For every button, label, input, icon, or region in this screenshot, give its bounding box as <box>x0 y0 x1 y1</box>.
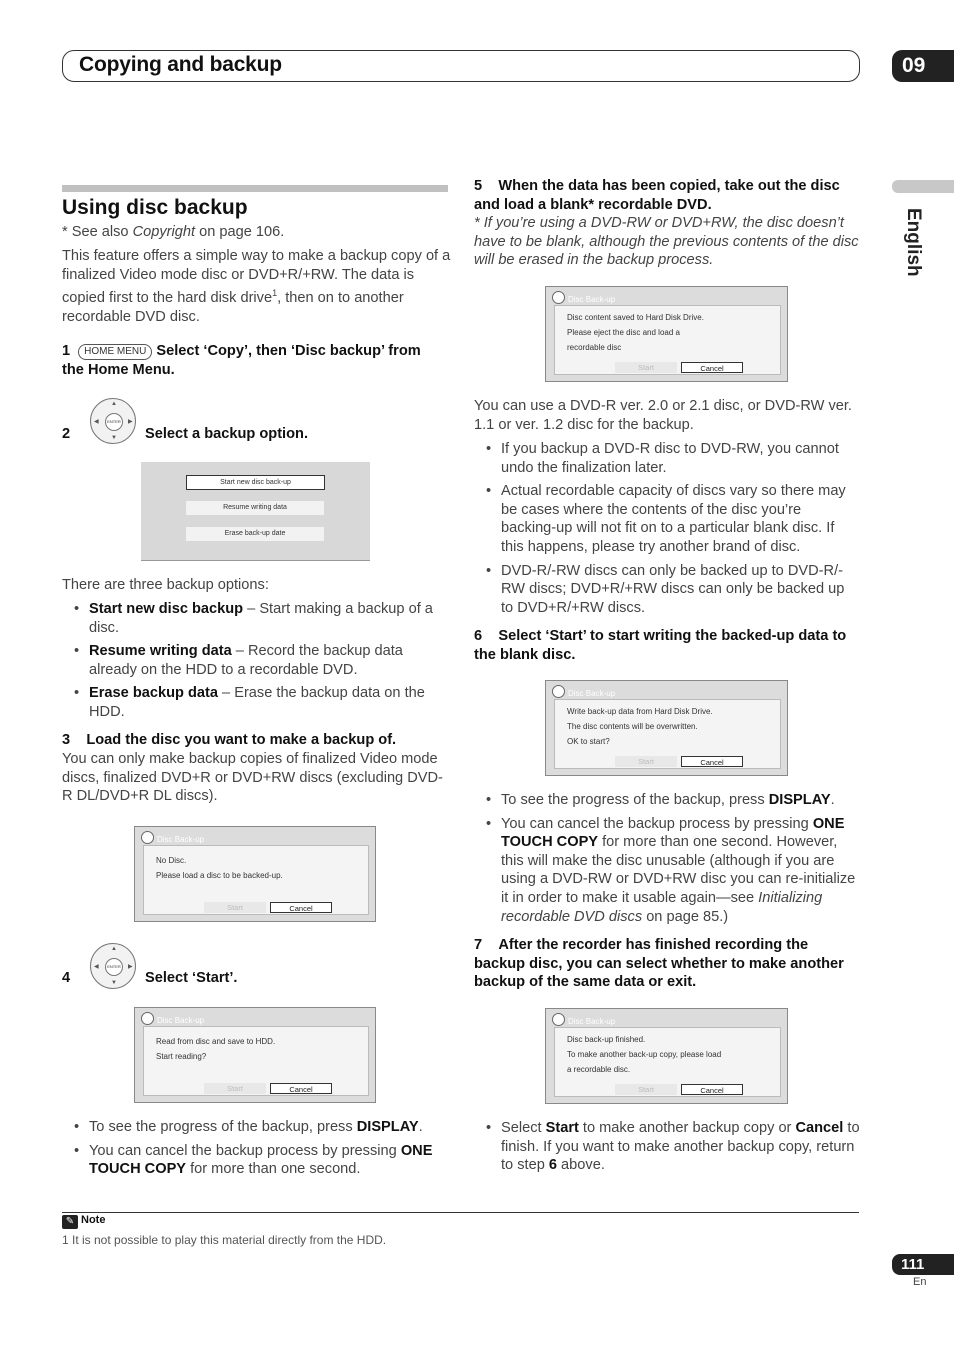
chapter-title: Copying and backup <box>79 53 282 76</box>
disc-icon <box>552 685 565 698</box>
list-item: • Start new disc backup – Start making a backup of a disc. <box>74 600 450 637</box>
intro-paragraph: This feature offers a simple way to make a backup copy of a finalized Video mode disc or DVD+R/+RW. The data is copied first to the hard disk drive$^1$, then on to another recordable DVD disc. <box>62 248 451 325</box>
list-item: • You can cancel the backup process by pressing ONE TOUCH COPY for more than one second. However, this will make the disc unusable (although if you are using a DVD-RW or DVD+RW disc you can re-initialize it in order to make it usable again—see Initializing recordable DVD discs on page 85.) <box>486 815 860 927</box>
cancel-button[interactable]: Cancel <box>681 1084 743 1095</box>
step-3-paragraph: You can only make backup copies of finalized Video mode discs, finalized DVD+R or DVD+RW discs (excluding DVD-R DL/DVD+R DL discs). <box>62 751 443 805</box>
disc-icon <box>552 1013 565 1026</box>
options-intro: There are three backup options: <box>62 577 269 593</box>
step-5: 5 When the data has been copied, take out the disc and load a blank* recordable DVD. <box>474 178 840 213</box>
disc-icon <box>552 291 565 304</box>
disc-icon <box>141 1012 154 1025</box>
dialog-no-disc: Disc Back-up No Disc. Please load a disc to be backed-up. Start Cancel <box>134 826 376 922</box>
start-button[interactable]: Start <box>204 902 266 913</box>
step-7: 7 After the recorder has finished recording the backup disc, you can select whether to make another backup of the same data or exit. <box>474 937 844 991</box>
options-list <box>74 600 450 727</box>
list-item: • Resume writing data – Record the backup data already on the HDD to a recordable DVD. <box>74 642 450 679</box>
cancel-button[interactable]: Cancel <box>270 1083 332 1094</box>
backup-options-menu <box>141 462 370 561</box>
menu-item-start-new[interactable]: Start new disc back-up <box>186 475 325 490</box>
menu-item-resume[interactable]: Resume writing data <box>186 501 324 515</box>
list-item: • If you backup a DVD-R disc to DVD-RW, you cannot undo the finalization later. <box>486 440 860 477</box>
step-5-note: * If you’re using a DVD-RW or DVD+RW, the disc doesn’t have to be blank, although the previous contents of the disc will be erased in the backup process. <box>474 215 859 269</box>
header-bar <box>62 50 860 82</box>
dialog-saved: Disc Back-up Disc content saved to Hard Disk Drive. Please eject the disc and load a recordable disc Start Cancel <box>545 286 788 382</box>
dialog-finished: Disc Back-up Disc back-up finished. To make another back-up copy, please load a recordable disc. Start Cancel <box>545 1008 788 1104</box>
page-number: 111 <box>892 1254 954 1275</box>
step-2-text: Select a backup option. <box>145 426 308 442</box>
left-bullets <box>74 1118 450 1184</box>
note-divider <box>62 1212 859 1213</box>
note-title: Note <box>81 1214 106 1226</box>
pencil-icon: ✎ <box>62 1215 78 1229</box>
list-item: • To see the progress of the backup, press DISPLAY. <box>486 791 860 810</box>
cancel-button[interactable]: Cancel <box>681 756 743 767</box>
dialog-write: Disc Back-up Write back-up data from Hard Disk Drive. The disc contents will be overwritten. OK to start? Start Cancel <box>545 680 788 776</box>
dial-icon: ▲ ▼ ◀ ▶ ENTER <box>90 398 136 444</box>
dialog-title: Disc Back-up <box>141 831 204 844</box>
step-6: 6 Select ‘Start’ to start writing the backed-up data to the blank disc. <box>474 628 847 663</box>
list-item: • To see the progress of the backup, press DISPLAY. <box>74 1118 450 1137</box>
right-bullets <box>486 791 860 931</box>
section-rule <box>62 185 448 192</box>
start-button[interactable]: Start <box>615 362 677 373</box>
see-also: * See also Copyright on page 106. <box>62 224 285 240</box>
footnote-mark: 1 <box>272 288 278 299</box>
list-item: • DVD-R/-RW discs can only be backed up to DVD-R/-RW discs; DVD+R/+RW discs can only be backed up to DVD+R/+RW discs. <box>486 562 860 618</box>
step-2-num: 2 <box>62 426 71 442</box>
start-button[interactable]: Start <box>615 1084 677 1095</box>
language-label: English <box>903 208 924 277</box>
dialog-title: Disc Back-up <box>552 291 615 304</box>
dvd-paragraph: You can use a DVD-R ver. 2.0 or 2.1 disc, or DVD-RW ver. 1.1 or ver. 1.2 disc for the backup. <box>474 398 852 433</box>
list-item: • Actual recordable capacity of discs vary so there may be cases where the contents of the disc you’re backing-up will not fit on to a particular blank disc. If this happens, please try another brand of disc. <box>486 482 860 556</box>
dial-icon: ▲ ▼ ◀ ▶ ENTER <box>90 943 136 989</box>
chapter-number: 09 <box>892 50 954 82</box>
cancel-button[interactable]: Cancel <box>270 902 332 913</box>
start-button[interactable]: Start <box>615 756 677 767</box>
language-code: En <box>913 1276 927 1288</box>
step-1: 1 HOME MENU Select ‘Copy’, then ‘Disc backup’ from the Home Menu. <box>62 343 421 378</box>
section-title: Using disc backup <box>62 196 248 219</box>
dvd-bullets <box>486 440 860 622</box>
list-item: • Select Start to make another backup copy or Cancel to finish. If you want to make another backup copy, return to step 6 above. <box>486 1119 860 1175</box>
home-menu-button-icon: HOME MENU <box>78 344 152 360</box>
list-item: • You can cancel the backup process by pressing ONE TOUCH COPY for more than one second. <box>74 1142 450 1179</box>
dialog-read: Disc Back-up Read from disc and save to HDD. Start reading? Start Cancel <box>134 1007 376 1103</box>
menu-item-erase[interactable]: Erase back-up date <box>186 527 324 541</box>
language-tab-bar <box>892 180 954 193</box>
step-3: 3 Load the disc you want to make a backup of. <box>62 732 397 748</box>
final-bullet <box>486 1119 860 1180</box>
dialog-title: Disc Back-up <box>552 1013 615 1026</box>
disc-icon <box>141 831 154 844</box>
cancel-button[interactable]: Cancel <box>681 362 743 373</box>
dialog-title: Disc Back-up <box>552 685 615 698</box>
note-text: 1 It is not possible to play this material directly from the HDD. <box>62 1233 387 1247</box>
list-item: • Erase backup data – Erase the backup data on the HDD. <box>74 684 450 721</box>
start-button[interactable]: Start <box>204 1083 266 1094</box>
step-4-text: Select ‘Start’. <box>145 970 238 986</box>
step-4-num: 4 <box>62 970 71 986</box>
dialog-title: Disc Back-up <box>141 1012 204 1025</box>
